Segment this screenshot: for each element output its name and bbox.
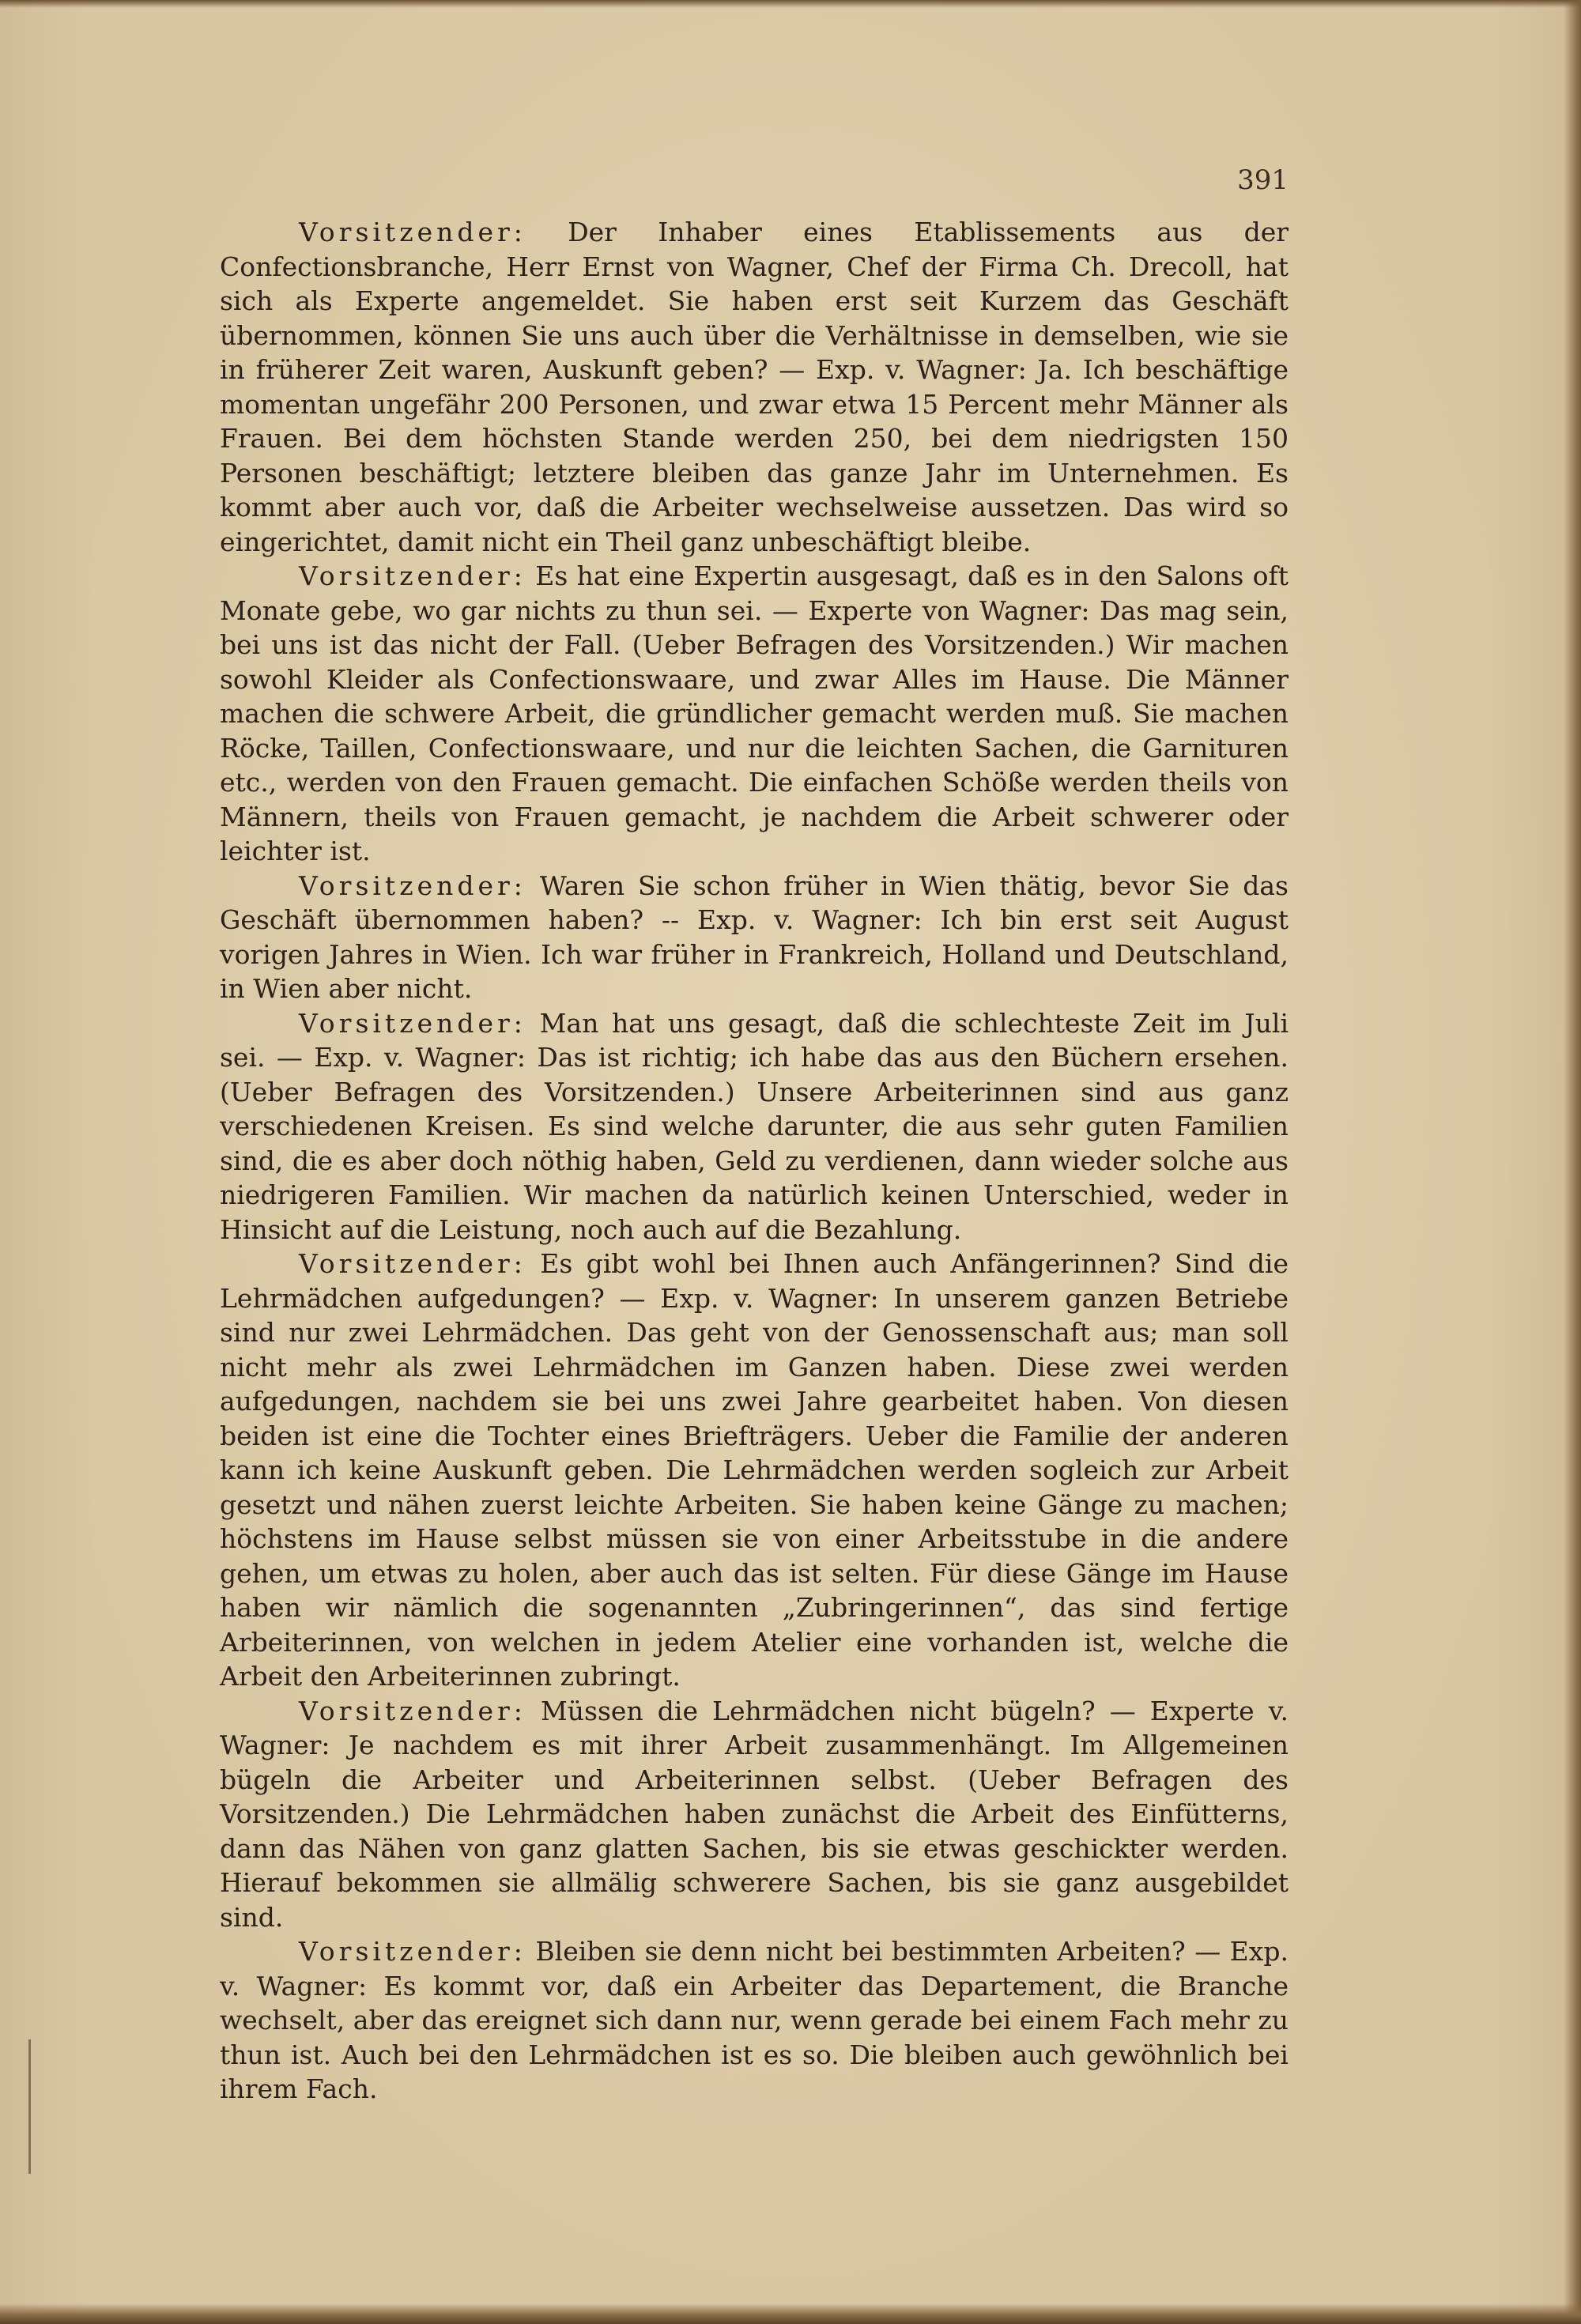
paragraph bbox=[220, 215, 1289, 559]
paragraph bbox=[220, 1694, 1289, 1935]
paragraph bbox=[220, 1006, 1289, 1247]
paragraph-text: Es gibt wohl bei Ihnen auch Anfängerinnen? Sind die Lehrmädchen aufgedungen? — Exp. v. Wagner: In unserem ganzen Betriebe sind nur zwei Lehrmädchen. Das geht von der Genossenschaft aus; man soll nicht mehr als zwei Lehrmädchen im Ganzen haben. Diese zwei werden aufgedungen, nachdem sie bei uns zwei Jahre gearbeitet haben. Von diesen beiden ist eine die Tochter eines Briefträgers. Ueber die Familie der anderen kann ich keine Auskunft geben. Die Lehrmädchen werden sogleich zur Arbeit gesetzt und nähen zuerst leichte Arbeiten. Sie haben keine Gänge zu machen; höchstens im Hause selbst müssen sie von einer Arbeitsstube in die andere gehen, um etwas zu holen, aber auch das ist selten. Für diese Gänge im Hause haben wir nämlich die sogenannten „Zubringerinnen“, das sind fertige Arbeiterinnen, von welchen in jedem Atelier eine vorhanden ist, welche die Arbeit den Arbeiterinnen zubringt. bbox=[220, 1248, 1289, 1692]
paragraph-text: Bleiben sie denn nicht bei bestimmten Arbeiten? — Exp. v. Wagner: Es kommt vor, daß ein Arbeiter das Departement, die Branche wechselt, aber das ereignet sich dann nur, wenn gerade bei einem Fach mehr zu thun ist. Auch bei den Lehrmädchen ist es so. Die bleiben auch gewöhnlich bei ihrem Fach. bbox=[220, 1936, 1289, 2104]
paragraph-text: Man hat uns gesagt, daß die schlechteste Zeit im Juli sei. — Exp. v. Wagner: Das ist richtig; ich habe das aus den Büchern ersehen. (Ueber Befragen des Vorsitzenden.) Unsere Arbeiterinnen sind aus ganz verschiedenen Kreisen. Es sind welche darunter, die aus sehr guten Familien sind, die es aber doch nöthig haben, Geld zu verdienen, dann wieder solche aus niedrigeren Familien. Wir machen da natürlich keinen Unterschied, weder in Hinsicht auf die Leistung, noch auch auf die Bezahlung. bbox=[220, 1007, 1289, 1245]
paragraph-text: Waren Sie schon früher in Wien thätig, bevor Sie das Geschäft übernommen haben? -- Exp. v. Wagner: Ich bin erst seit August vorigen Jahres in Wien. Ich war früher in Frankreich, Holland und Deutschland, in Wien aber nicht. bbox=[220, 870, 1289, 1004]
paragraph-text: Der Inhaber eines Etablissements aus der Confectionsbranche, Herr Ernst von Wagner, Chef der Firma Ch. Drecoll, hat sich als Experte angemeldet. Sie haben erst seit Kurzem das Geschäft übernommen, können Sie uns auch über die Verhältnisse in demselben, wie sie in früherer Zeit waren, Auskunft geben? — Exp. v. Wagner: Ja. Ich beschäftige momentan ungefähr 200 Personen, und zwar etwa 15 Percent mehr Männer als Frauen. Bei dem höchsten Stande werden 250, bei dem niedrigsten 150 Personen beschäftigt; letztere bleiben das ganze Jahr im Unternehmen. Es kommt aber auch vor, daß die Arbeiter wechselweise aussetzen. Das wird so eingerichtet, damit nicht ein Theil ganz unbeschäftigt bleibe. bbox=[220, 217, 1289, 557]
speaker-label: Vorsitzender: bbox=[299, 560, 526, 591]
speaker-label: Vorsitzender: bbox=[299, 217, 526, 247]
speaker-label: Vorsitzender: bbox=[299, 1007, 526, 1039]
margin-mark bbox=[28, 2039, 31, 2174]
speaker-label: Vorsitzender: bbox=[299, 870, 526, 901]
page-bottom-edge bbox=[0, 2303, 1581, 2324]
body-text bbox=[220, 215, 1289, 2107]
paragraph-text: Müssen die Lehrmädchen nicht bügeln? — Experte v. Wagner: Je nachdem es mit ihrer Arbeit zusammenhängt. Im Allgemeinen bügeln die Arbeiter und Arbeiterinnen selbst. (Ueber Befragen des Vorsitzenden.) Die Lehrmädchen haben zunächst die Arbeit des Einfütterns, dann das Nähen von ganz glatten Sachen, bis sie etwas geschickter werden. Hierauf bekommen sie allmälig schwerere Sachen, bis sie ganz ausgebildet sind. bbox=[220, 1695, 1289, 1933]
page-number: 391 bbox=[1237, 164, 1289, 196]
speaker-label: Vorsitzender: bbox=[299, 1936, 526, 1967]
page-top-shadow bbox=[0, 0, 1581, 8]
paragraph bbox=[220, 559, 1289, 869]
paragraph bbox=[220, 869, 1289, 1006]
paragraph bbox=[220, 1247, 1289, 1694]
speaker-label: Vorsitzender: bbox=[299, 1695, 526, 1726]
page-right-shadow bbox=[1564, 0, 1581, 2324]
paragraph bbox=[220, 1934, 1289, 2107]
speaker-label: Vorsitzender: bbox=[299, 1248, 526, 1279]
paragraph-text: Es hat eine Expertin ausgesagt, daß es in den Salons oft Monate gebe, wo gar nichts zu thun sei. — Experte von Wagner: Das mag sein, bei uns ist das nicht der Fall. (Ueber Befragen des Vorsitzenden.) Wir machen sowohl Kleider als Confectionswaare, und zwar Alles im Hause. Die Männer machen die schwere Arbeit, die gründlicher gemacht werden muß. Sie machen Röcke, Taillen, Confectionswaare, und nur die leichten Sachen, die Garnituren etc., werden von den Frauen gemacht. Die einfachen Schöße werden theils von Männern, theils von Frauen gemacht, je nachdem die Arbeit schwerer oder leichter ist. bbox=[220, 560, 1289, 866]
